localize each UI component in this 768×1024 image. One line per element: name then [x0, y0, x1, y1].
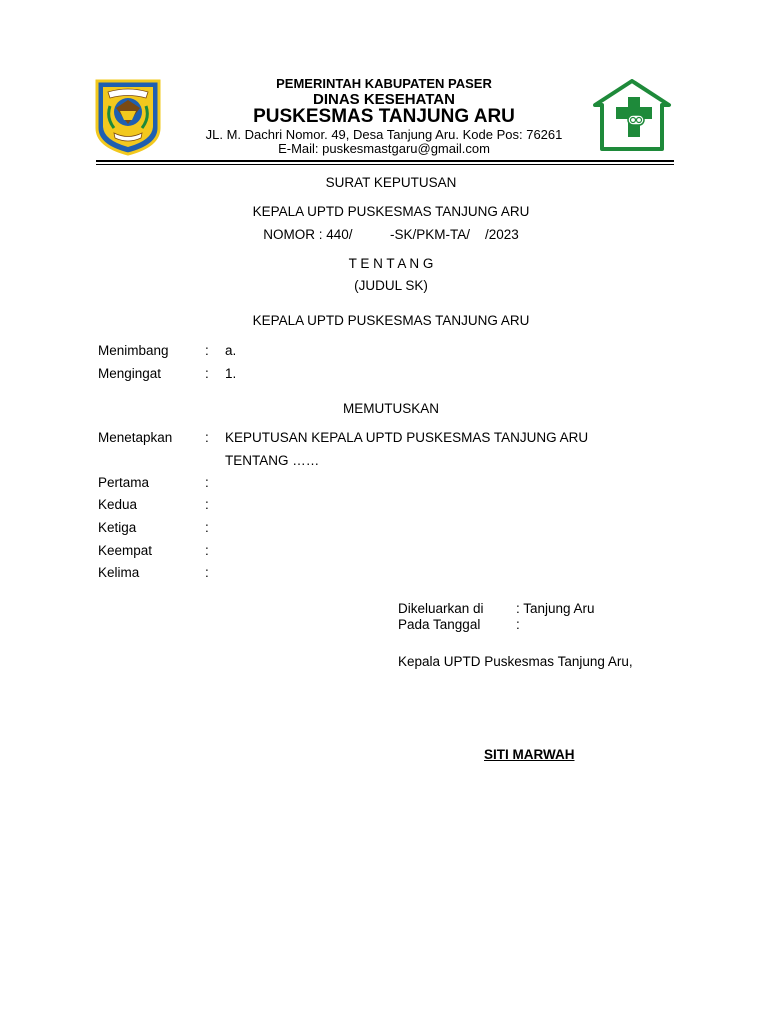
document-tentang: T E N T A N G [348, 256, 434, 271]
menimbang-colon: : [205, 343, 209, 358]
letterhead-email: E-Mail: puskesmastgaru@gmail.com [278, 141, 490, 156]
kedua-colon: : [205, 497, 209, 512]
kelima-label: Kelima [98, 565, 140, 580]
issued-at-value: : Tanjung Aru [516, 601, 595, 616]
kabupaten-paser-emblem [94, 78, 162, 156]
document-title: SURAT KEPUTUSAN [325, 175, 457, 190]
mengingat-value: 1. [225, 366, 237, 381]
document-judul: (JUDUL SK) [354, 278, 428, 293]
mengingat-colon: : [205, 366, 209, 381]
document-number: NOMOR : 440/ -SK/PKM-TA/ /2023 [263, 227, 519, 242]
letterhead-address: JL. M. Dachri Nomor. 49, Desa Tanjung Aru. Kode Pos: 76261 [205, 127, 563, 142]
puskesmas-emblem [592, 79, 672, 153]
menetapkan-label: Menetapkan [98, 430, 173, 445]
kelima-colon: : [205, 565, 209, 580]
letterhead-department: DINAS KESEHATAN [313, 91, 455, 108]
menetapkan-line2: TENTANG …… [225, 453, 320, 468]
signer-name: SITI MARWAH [484, 747, 575, 762]
date-value: : [516, 617, 520, 632]
letterhead-institution: PUSKESMAS TANJUNG ARU [253, 106, 515, 127]
document-issuer: KEPALA UPTD PUSKESMAS TANJUNG ARU [252, 204, 530, 219]
date-label: Pada Tanggal [398, 617, 481, 632]
letterhead-divider-thick [96, 160, 674, 162]
ketiga-colon: : [205, 520, 209, 535]
menetapkan-colon: : [205, 430, 209, 445]
keempat-colon: : [205, 543, 209, 558]
letterhead-government: PEMERINTAH KABUPATEN PASER [276, 76, 492, 91]
menetapkan-line1: KEPUTUSAN KEPALA UPTD PUSKESMAS TANJUNG ARU [225, 430, 589, 445]
menimbang-value: a. [225, 343, 237, 358]
ketiga-label: Ketiga [98, 520, 137, 535]
pertama-colon: : [205, 475, 209, 490]
kedua-label: Kedua [98, 497, 138, 512]
letterhead-divider-thin [96, 164, 674, 165]
mengingat-label: Mengingat [98, 366, 162, 381]
pertama-label: Pertama [98, 475, 150, 490]
keempat-label: Keempat [98, 543, 153, 558]
issued-at-label: Dikeluarkan di [398, 601, 484, 616]
document-issuer-repeat: KEPALA UPTD PUSKESMAS TANJUNG ARU [252, 313, 530, 328]
memutuskan-heading: MEMUTUSKAN [342, 401, 439, 416]
menimbang-label: Menimbang [98, 343, 169, 358]
signer-position: Kepala UPTD Puskesmas Tanjung Aru, [398, 654, 633, 669]
